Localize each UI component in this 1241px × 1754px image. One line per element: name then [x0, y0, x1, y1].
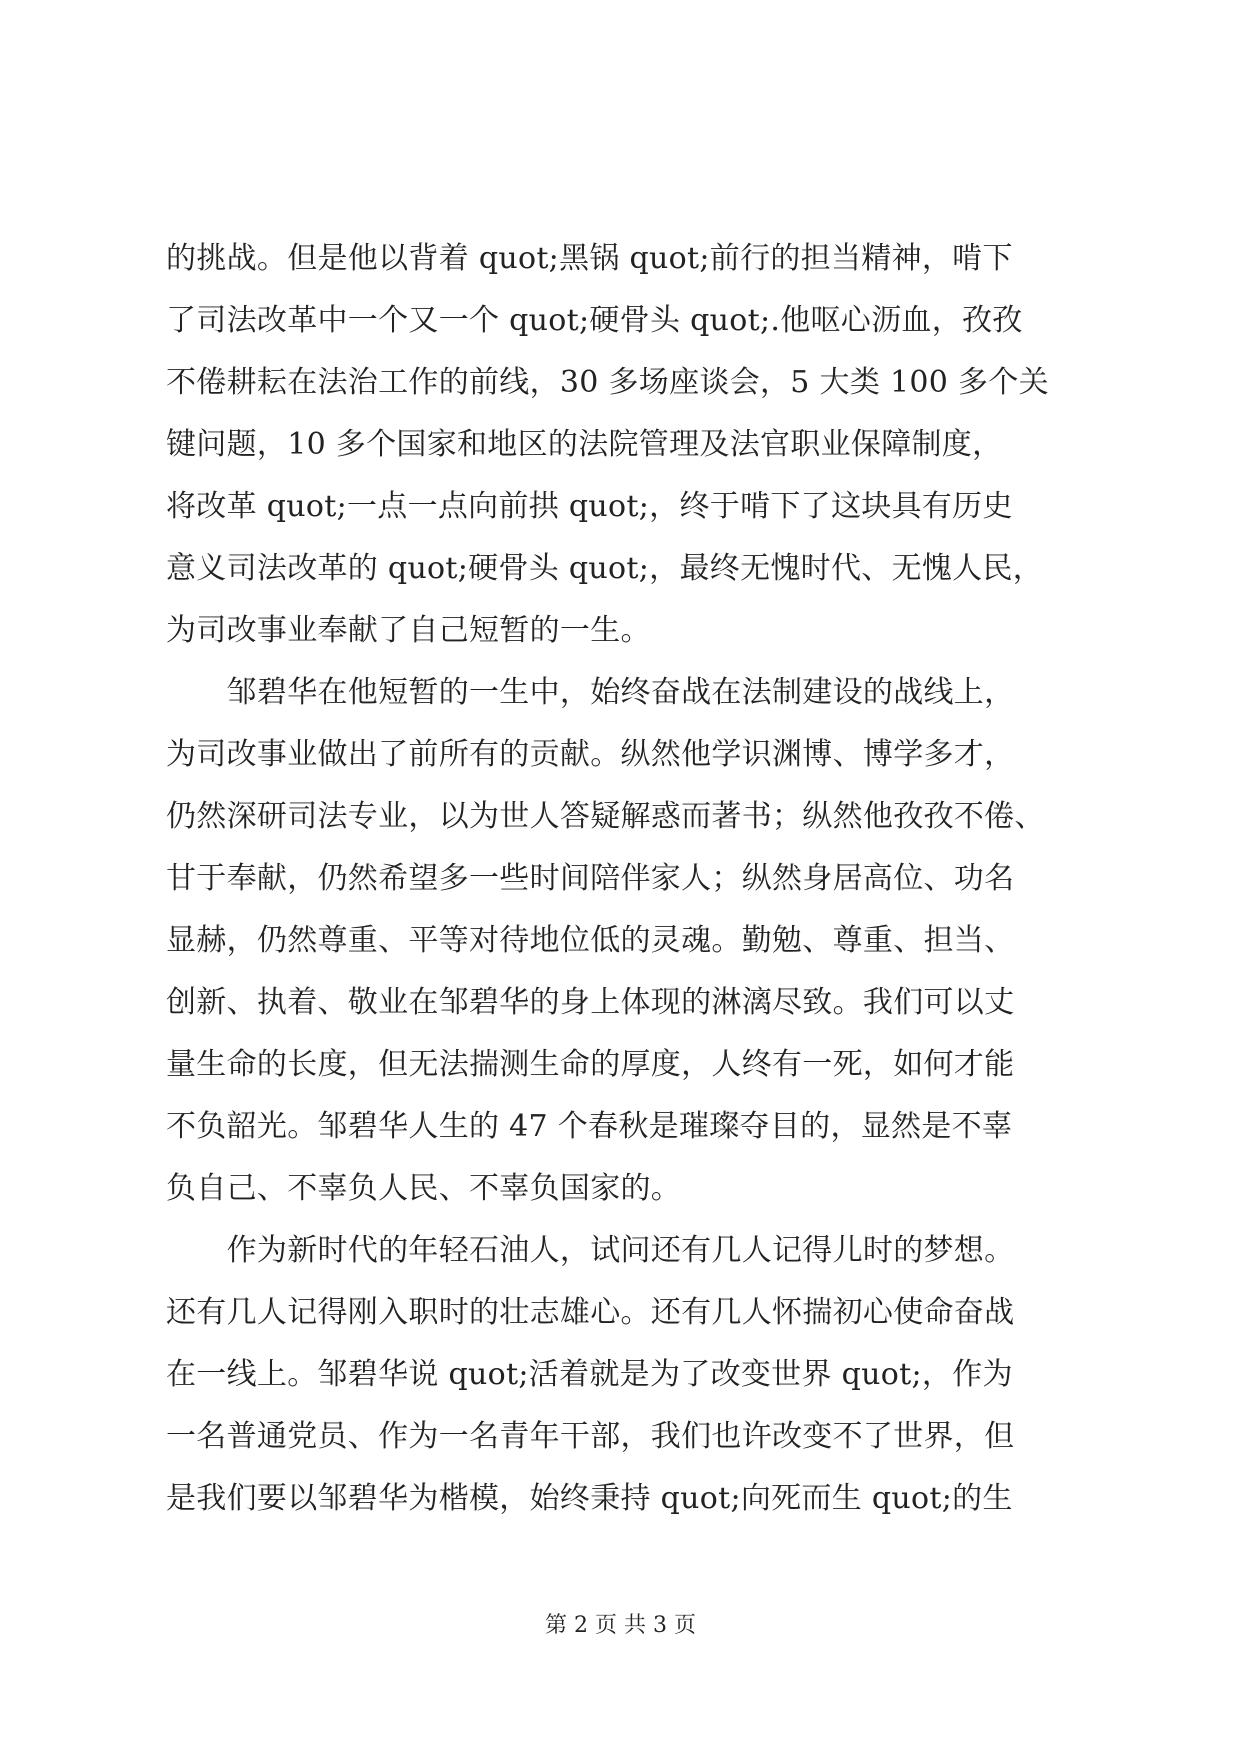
text-line: 邹碧华在他短暂的一生中，始终奋战在法制建设的战线上， [166, 675, 1015, 710]
page-footer [0, 1608, 1241, 1639]
text-line: 不负韶光。邹碧华人生的 47 个春秋是璀璨夺目的，显然是不辜 [166, 1109, 1013, 1144]
text-line: 将改革 quot;一点一点向前拱 quot;，终于啃下了这块具有历史 [166, 489, 1013, 524]
text-line: 了司法改革中一个又一个 quot;硬骨头 quot;.他呕心沥血，孜孜 [166, 303, 1023, 338]
text-line: 显赫，仍然尊重、平等对待地位低的灵魂。勤勉、尊重、担当、 [166, 923, 1015, 958]
text-line: 键问题，10 多个国家和地区的法院管理及法官职业保障制度， [166, 427, 1003, 462]
text-line: 甘于奉献，仍然希望多一些时间陪伴家人；纵然身居高位、功名 [166, 861, 1015, 896]
page-number-label: 第 2 页 共 3 页 [545, 1613, 696, 1638]
text-line: 为司改事业奉献了自己短暂的一生。 [166, 613, 651, 648]
body-text [166, 228, 1106, 1530]
text-line: 是我们要以邹碧华为楷模，始终秉持 quot;向死而生 quot;的生 [166, 1481, 1013, 1516]
text-line: 还有几人记得刚入职时的壮志雄心。还有几人怀揣初心使命奋战 [166, 1295, 1015, 1330]
text-line: 在一线上。邹碧华说 quot;活着就是为了改变世界 quot;，作为 [166, 1357, 1013, 1392]
text-line: 为司改事业做出了前所有的贡献。纵然他学识渊博、博学多才， [166, 737, 1015, 772]
text-line: 量生命的长度，但无法揣测生命的厚度，人终有一死，如何才能 [166, 1047, 1015, 1082]
text-line: 仍然深研司法专业，以为世人答疑解惑而著书；纵然他孜孜不倦、 [166, 799, 1045, 834]
text-line: 负自己、不辜负人民、不辜负国家的。 [166, 1171, 682, 1206]
text-line: 不倦耕耘在法治工作的前线，30 多场座谈会，5 大类 100 多个关 [166, 365, 1049, 400]
text-line: 作为新时代的年轻石油人，试问还有几人记得儿时的梦想。 [166, 1233, 1015, 1268]
text-line: 创新、执着、敬业在邹碧华的身上体现的淋漓尽致。我们可以丈 [166, 985, 1015, 1020]
text-line: 的挑战。但是他以背着 quot;黑锅 quot;前行的担当精神，啃下 [166, 241, 1013, 276]
text-line: 意义司法改革的 quot;硬骨头 quot;，最终无愧时代、无愧人民， [166, 551, 1044, 586]
text-line: 一名普通党员、作为一名青年干部，我们也许改变不了世界，但 [166, 1419, 1015, 1454]
